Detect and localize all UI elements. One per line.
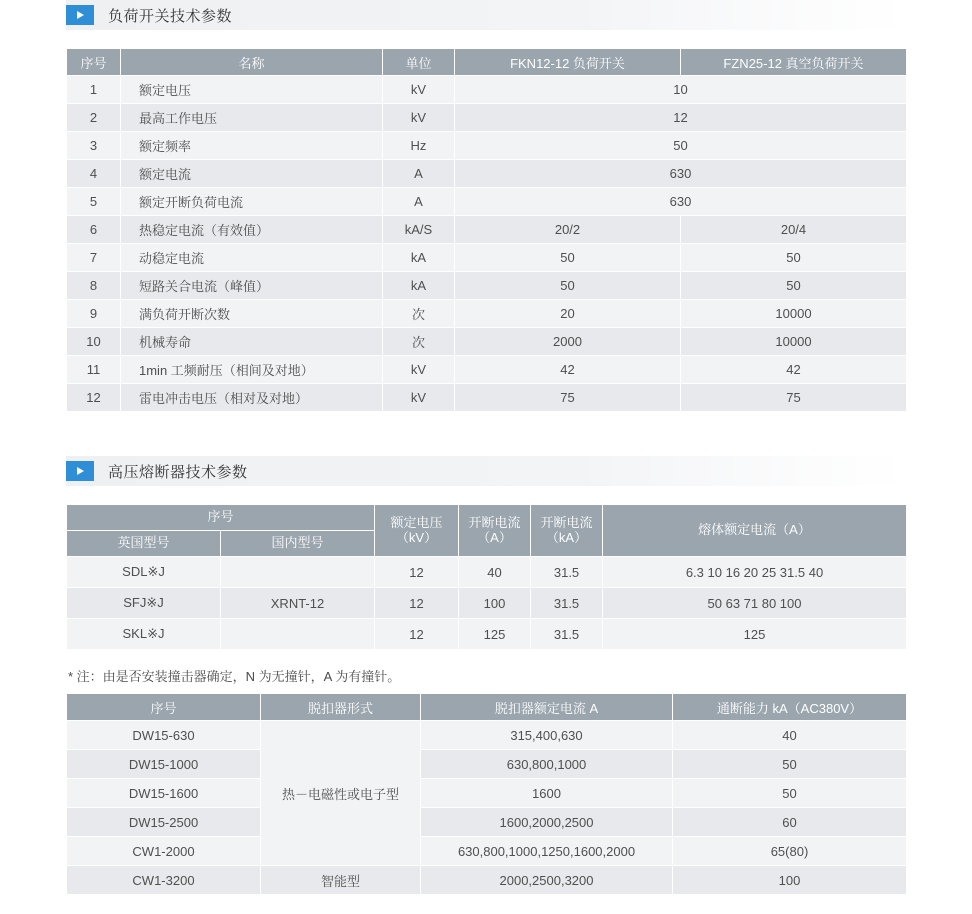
cell-breaking-ka: 31.5: [531, 557, 603, 588]
section-title: 高压熔断器技术参数: [108, 463, 248, 481]
cell-trip-current: 630,800,1000: [421, 750, 673, 779]
cell-value-fkn12: 20/2: [455, 216, 681, 244]
table-row: [67, 160, 907, 188]
cell-value-merged: 50: [455, 132, 907, 160]
cell-unit: kV: [383, 356, 455, 384]
table-row: [67, 356, 907, 384]
table-header-row: [67, 694, 907, 721]
cell-no: 11: [67, 356, 121, 384]
cell-value-merged: 10: [455, 76, 907, 104]
cell-value-merged: 630: [455, 160, 907, 188]
cell-value-fzn25: 20/4: [681, 216, 907, 244]
col-header-fkn12: FKN12-12 负荷开关: [455, 49, 681, 76]
cell-breaking-capacity: 65(80): [673, 837, 907, 866]
table-header-row: [67, 49, 907, 76]
cell-value-merged: 630: [455, 188, 907, 216]
cell-value-fkn12: 42: [455, 356, 681, 384]
cell-value-merged: 12: [455, 104, 907, 132]
section-spacer: [66, 412, 906, 456]
cell-unit: A: [383, 188, 455, 216]
cell-voltage: 12: [375, 557, 459, 588]
cell-no: 8: [67, 272, 121, 300]
cell-value-fzn25: 50: [681, 244, 907, 272]
cell-model: CW1-3200: [67, 866, 261, 895]
cell-uk-model: SKL※J: [67, 619, 221, 650]
cell-value-fkn12: 75: [455, 384, 681, 412]
play-triangle-icon: [66, 461, 94, 481]
col-header-no: 序号: [67, 49, 121, 76]
load-switch-parameters-table: [66, 48, 907, 412]
cell-unit: kV: [383, 76, 455, 104]
cell-value-fzn25: 50: [681, 272, 907, 300]
cell-model: DW15-2500: [67, 808, 261, 837]
cell-breaking-ka: 31.5: [531, 588, 603, 619]
table-row: [67, 300, 907, 328]
col-header-trip-current: 脱扣器额定电流 A: [421, 694, 673, 721]
cell-unit: kA: [383, 272, 455, 300]
col-header-breaking-current-a: 开断电流（A）: [459, 505, 531, 557]
cell-value-fkn12: 50: [455, 244, 681, 272]
col-header-unit: 单位: [383, 49, 455, 76]
cell-cn-model: XRNT-12: [221, 588, 375, 619]
cell-no: 5: [67, 188, 121, 216]
table-row: [67, 721, 907, 750]
cell-no: 6: [67, 216, 121, 244]
cell-fuse-current: 50 63 71 80 100: [603, 588, 907, 619]
cell-uk-model: SDL※J: [67, 557, 221, 588]
table-row: [67, 244, 907, 272]
cell-model: CW1-2000: [67, 837, 261, 866]
cell-no: 4: [67, 160, 121, 188]
cell-breaking-capacity: 60: [673, 808, 907, 837]
cell-trip-type-grouped: 热－电磁性或电子型: [261, 721, 421, 866]
cell-name: 满负荷开断次数: [121, 300, 383, 328]
col-header-rated-voltage: 额定电压（kV）: [375, 505, 459, 557]
cell-name: 额定频率: [121, 132, 383, 160]
cell-fuse-current: 6.3 10 16 20 25 31.5 40: [603, 557, 907, 588]
table-row: [67, 619, 907, 650]
table-row: [67, 76, 907, 104]
table-header-row-top: [67, 505, 907, 531]
cell-breaking-capacity: 40: [673, 721, 907, 750]
cell-voltage: 12: [375, 619, 459, 650]
cell-breaking-a: 125: [459, 619, 531, 650]
cell-name: 额定电流: [121, 160, 383, 188]
cell-model: DW15-1600: [67, 779, 261, 808]
cell-trip-current: 1600,2000,2500: [421, 808, 673, 837]
col-header-trip-type: 脱扣器形式: [261, 694, 421, 721]
cell-unit: kV: [383, 384, 455, 412]
cell-name: 额定电压: [121, 76, 383, 104]
cell-value-fkn12: 50: [455, 272, 681, 300]
cell-no: 1: [67, 76, 121, 104]
cell-trip-current: 315,400,630: [421, 721, 673, 750]
table-row: [67, 808, 907, 837]
cell-unit: A: [383, 160, 455, 188]
table-row: [67, 272, 907, 300]
fuse-parameters-table: [66, 504, 907, 650]
cell-model: DW15-1000: [67, 750, 261, 779]
col-header-breaking-capacity: 通断能力 kA（AC380V）: [673, 694, 907, 721]
table-row: [67, 866, 907, 895]
table-row: [67, 837, 907, 866]
col-header-name: 名称: [121, 49, 383, 76]
section-heading-load-switch: [66, 0, 906, 30]
cell-trip-current: 2000,2500,3200: [421, 866, 673, 895]
cell-trip-current: 630,800,1000,1250,1600,2000: [421, 837, 673, 866]
cell-unit: kA: [383, 244, 455, 272]
cell-no: 12: [67, 384, 121, 412]
cell-no: 7: [67, 244, 121, 272]
cell-breaking-capacity: 100: [673, 866, 907, 895]
col-header-fuse-rated-current: 熔体额定电流（A）: [603, 505, 907, 557]
table-row: [67, 132, 907, 160]
table-row: [67, 216, 907, 244]
cell-name: 短路关合电流（峰值）: [121, 272, 383, 300]
table-row: [67, 104, 907, 132]
cell-value-fzn25: 10000: [681, 300, 907, 328]
cell-voltage: 12: [375, 588, 459, 619]
col-header-breaking-current-ka: 开断电流（kA）: [531, 505, 603, 557]
cell-name: 1min 工频耐压（相间及对地）: [121, 356, 383, 384]
cell-cn-model: [221, 619, 375, 650]
cell-value-fzn25: 42: [681, 356, 907, 384]
cell-value-fzn25: 10000: [681, 328, 907, 356]
col-header-model-group: 序号: [67, 505, 375, 531]
cell-name: 热稳定电流（有效值）: [121, 216, 383, 244]
section-title: 负荷开关技术参数: [108, 7, 233, 25]
table-row: [67, 588, 907, 619]
table-row: [67, 188, 907, 216]
cell-value-fkn12: 20: [455, 300, 681, 328]
cell-name: 机械寿命: [121, 328, 383, 356]
cell-breaking-ka: 31.5: [531, 619, 603, 650]
cell-breaking-capacity: 50: [673, 750, 907, 779]
cell-trip-current: 1600: [421, 779, 673, 808]
cell-model: DW15-630: [67, 721, 261, 750]
table-row: [67, 557, 907, 588]
play-triangle-icon: [66, 5, 94, 25]
cell-name: 雷电冲击电压（相对及对地）: [121, 384, 383, 412]
table-row: [67, 750, 907, 779]
cell-unit: 次: [383, 328, 455, 356]
col-header-fzn25: FZN25-12 真空负荷开关: [681, 49, 907, 76]
cell-unit: 次: [383, 300, 455, 328]
col-header-uk-model: 英国型号: [67, 531, 221, 557]
cell-no: 3: [67, 132, 121, 160]
cell-trip-type: 智能型: [261, 866, 421, 895]
cell-fuse-current: 125: [603, 619, 907, 650]
col-header-no: 序号: [67, 694, 261, 721]
cell-cn-model: [221, 557, 375, 588]
cell-no: 10: [67, 328, 121, 356]
cell-name: 额定开断负荷电流: [121, 188, 383, 216]
cell-breaking-a: 40: [459, 557, 531, 588]
cell-breaking-a: 100: [459, 588, 531, 619]
col-header-cn-model: 国内型号: [221, 531, 375, 557]
cell-value-fzn25: 75: [681, 384, 907, 412]
cell-value-fkn12: 2000: [455, 328, 681, 356]
table-row: [67, 779, 907, 808]
table-row: [67, 384, 907, 412]
cell-breaking-capacity: 50: [673, 779, 907, 808]
cell-unit: kA/S: [383, 216, 455, 244]
cell-no: 2: [67, 104, 121, 132]
cell-uk-model: SFJ※J: [67, 588, 221, 619]
cell-no: 9: [67, 300, 121, 328]
table-row: [67, 328, 907, 356]
cell-name: 动稳定电流: [121, 244, 383, 272]
section-heading-fuse: [66, 456, 906, 486]
cell-unit: kV: [383, 104, 455, 132]
breaker-parameters-table: [66, 693, 907, 895]
cell-name: 最高工作电压: [121, 104, 383, 132]
footnote: * 注：由是否安装撞击器确定，N 为无撞针，A 为有撞针。: [68, 669, 401, 684]
cell-unit: Hz: [383, 132, 455, 160]
